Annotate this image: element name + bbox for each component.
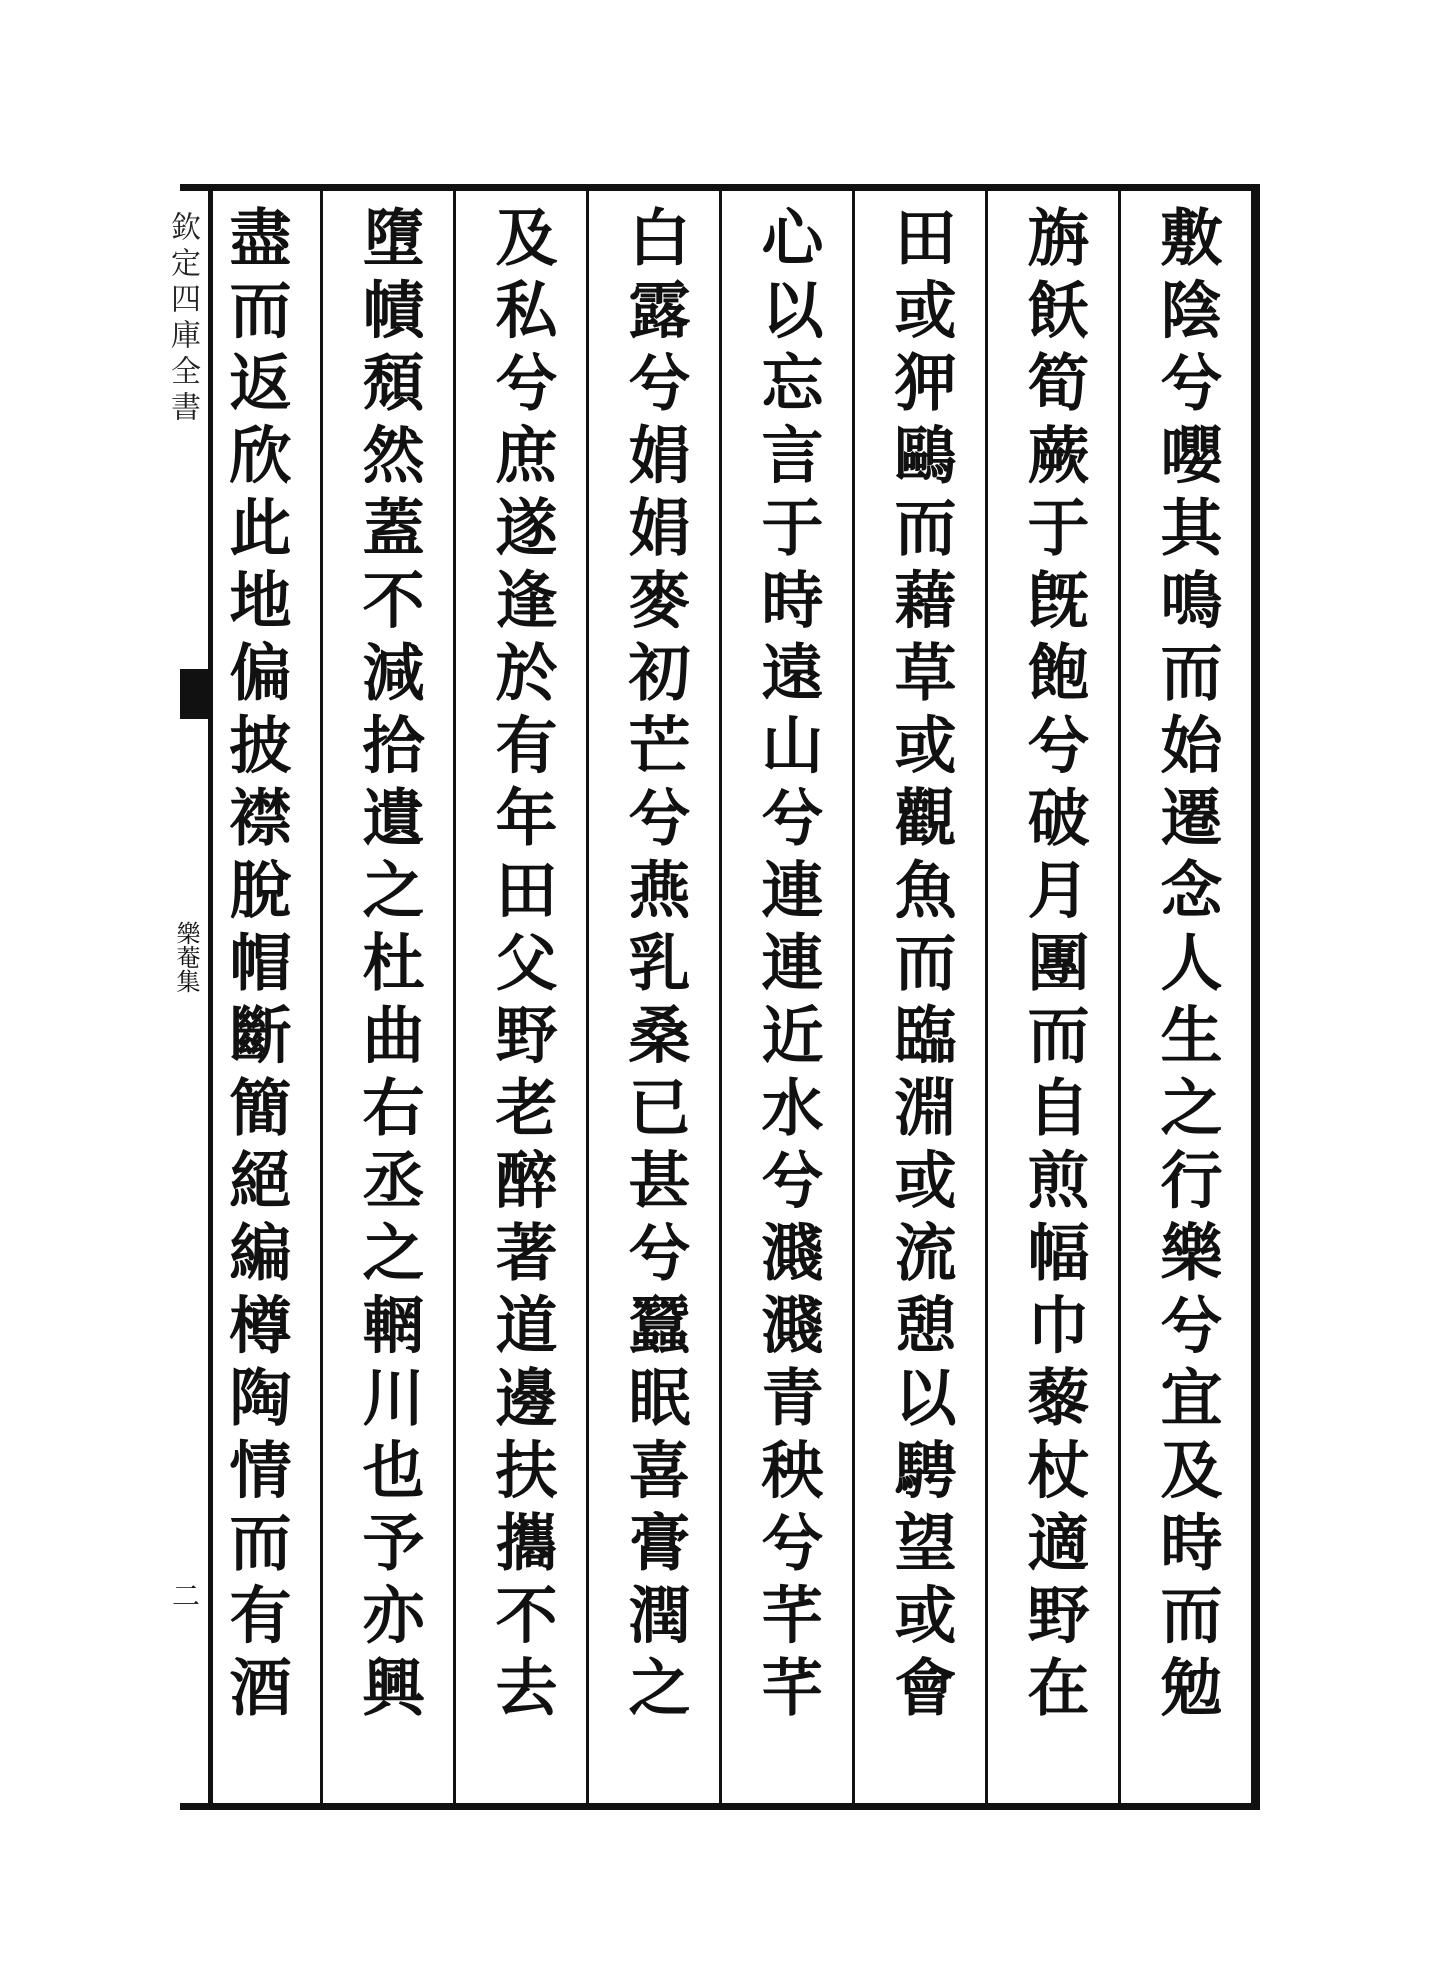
text-column: 白露兮娟娟麥初芒兮燕乳桑已甚兮蠶眠喜膏潤之 bbox=[586, 191, 719, 1803]
page-frame bbox=[165, 184, 1260, 1810]
text-column: 心以忘言于時遠山兮連連近水兮濺濺青秧兮芊芊 bbox=[719, 191, 852, 1803]
text-columns bbox=[213, 191, 1251, 1803]
text-column: 盡而返欣此地偏披襟脫帽斷簡絕編樽陶情而有酒 bbox=[219, 205, 292, 1728]
text-column: 旃飫筍蕨于旣飽兮破月團而自煎幅巾藜杖適野在 bbox=[985, 191, 1118, 1803]
text-column: 墮幘頹然蓋不減拾遺之杜曲右丞之輞川也予亦興 bbox=[320, 191, 453, 1803]
book-title: 樂菴集 bbox=[172, 921, 200, 993]
page-number: 二 bbox=[168, 1581, 201, 1609]
text-column: 及私兮庶遂逢於有年田父野老醉著道邊扶攜不去 bbox=[453, 191, 586, 1803]
text-column: 敷陰兮嚶其鳴而始遷念人生之行樂兮宜及時而勉 bbox=[1118, 191, 1251, 1803]
series-title: 欽定四庫全書 bbox=[165, 211, 200, 427]
text-column: 田或狎鷗而藉草或觀魚而臨淵或流憩以騁望或會 bbox=[852, 191, 985, 1803]
